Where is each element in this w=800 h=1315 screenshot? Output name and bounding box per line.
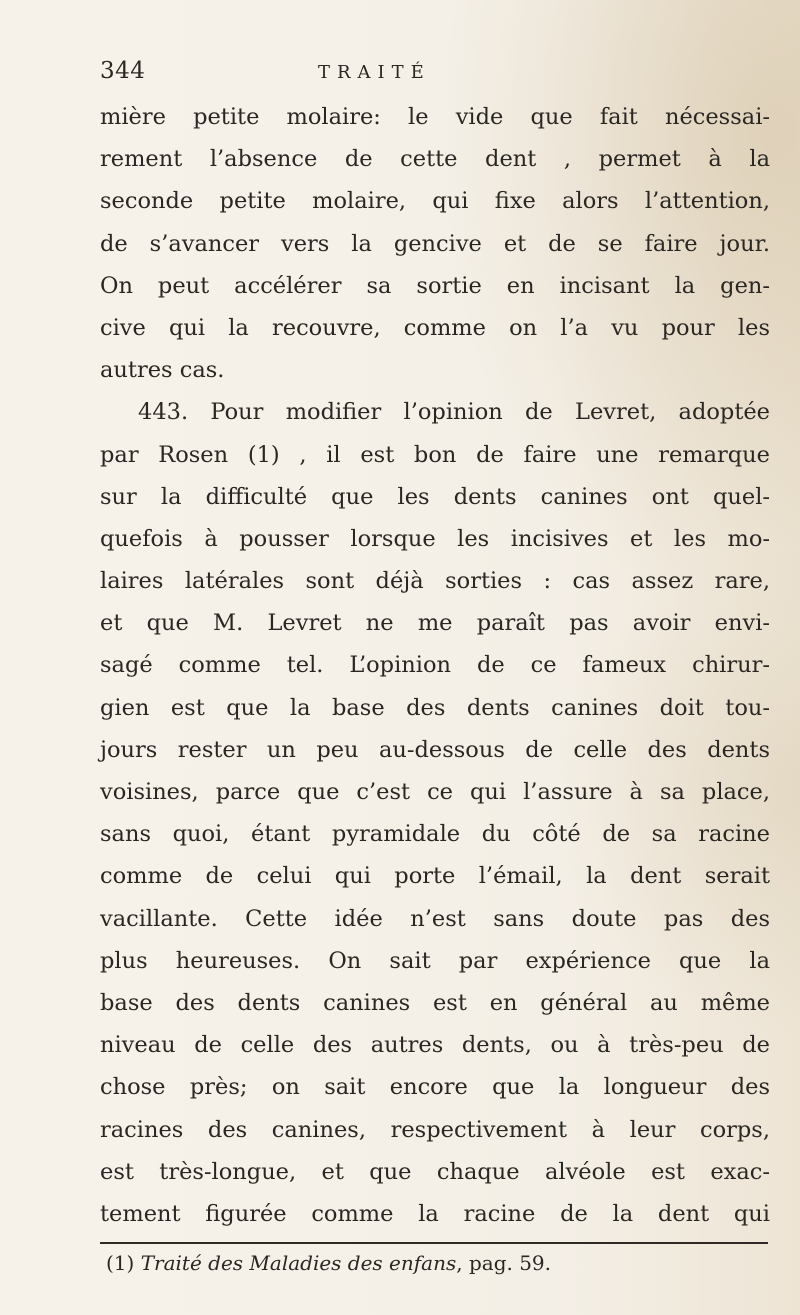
text-line: comme de celui qui porte l’émail, la dent serait	[100, 863, 770, 890]
text-line: seconde petite molaire, qui fixe alors l’attention,	[100, 188, 770, 215]
text-line: par Rosen (1) , il est bon de faire une remarque	[100, 441, 770, 468]
text-line: tement figurée comme la racine de la dent qui	[100, 1200, 770, 1227]
text-line: voisines, parce que c’est ce qui l’assure à sa place,	[100, 779, 770, 805]
paragraph-start-line: 443. Pour modifier l’opinion de Levret, adoptée	[138, 399, 770, 426]
running-title: TRAITÉ	[318, 62, 431, 83]
text-line: sagé comme tel. L’opinion de ce fameux chirur-	[100, 652, 770, 679]
text-line: est très-longue, et que chaque alvéole est exac-	[100, 1158, 770, 1185]
text-line: base des dents canines est en général au même	[100, 989, 770, 1016]
text-line: sur la difficulté que les dents canines ont quel-	[100, 483, 770, 510]
text-line: cive qui la recouvre, comme on l’a vu pour les	[100, 314, 770, 341]
text-line: jours rester un peu au-dessous de celle des dents	[100, 736, 770, 763]
text-line: et que M. Levret ne me paraît pas avoir envi-	[100, 610, 770, 637]
footnote-page-ref: , pag. 59.	[456, 1251, 552, 1275]
page-number: 344	[100, 58, 146, 84]
text-line: de s’avancer vers la gencive et de se faire jour.	[100, 230, 770, 257]
text-line: chose près; on sait encore que la longueur des	[100, 1074, 770, 1101]
page-header	[100, 58, 760, 98]
text-line: rement l’absence de cette dent , permet à la	[100, 146, 770, 173]
text-line: mière petite molaire: le vide que fait nécessai-	[100, 104, 770, 130]
footnote-work-title: Traité des Maladies des enfans	[140, 1251, 457, 1275]
footnote-divider	[100, 1242, 768, 1244]
text-line: vacillante. Cette idée n’est sans doute pas des	[100, 905, 770, 932]
footnote	[106, 1251, 551, 1275]
text-line: niveau de celle des autres dents, ou à très-peu de	[100, 1032, 770, 1059]
text-line: On peut accélérer sa sortie en incisant la gen-	[100, 272, 770, 299]
footnote-marker: (1)	[106, 1251, 135, 1275]
text-line: racines des canines, respectivement à leur corps,	[100, 1116, 770, 1143]
text-line: quefois à pousser lorsque les incisives et les mo-	[100, 525, 770, 552]
text-line: sans quoi, étant pyramidale du côté de sa racine	[100, 821, 770, 848]
text-line: gien est que la base des dents canines doit tou-	[100, 694, 770, 721]
text-line: laires latérales sont déjà sorties : cas assez rare,	[100, 568, 770, 595]
body-text	[100, 96, 770, 1235]
text-line: autres cas.	[100, 357, 225, 384]
text-line: plus heureuses. On sait par expérience que la	[100, 947, 770, 974]
